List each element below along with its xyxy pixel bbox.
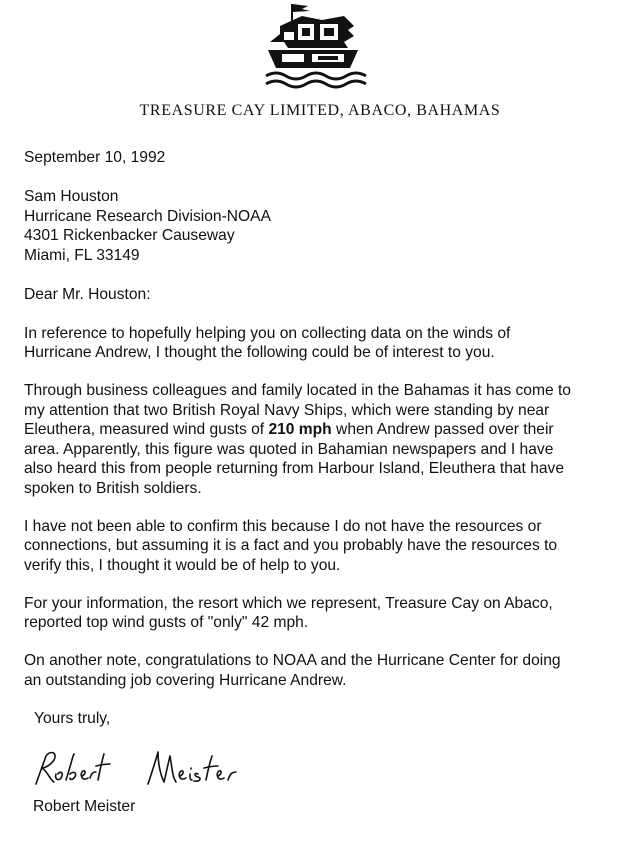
paragraph-line: my attention that two British Royal Navy Ships, which were standing by near	[24, 401, 550, 419]
handwritten-signature	[30, 744, 240, 794]
sailing-ship-logo	[258, 2, 370, 94]
paragraph-line: I have not been able to confirm this because I do not have the resources or	[24, 517, 542, 535]
paragraph-line: verify this, I thought it would be of help to you.	[24, 556, 341, 574]
paragraph-line: reported top wind gusts of "only" 42 mph.	[24, 614, 309, 631]
salutation: Dear Mr. Houston:	[24, 285, 151, 303]
paragraph-2	[24, 381, 624, 498]
wind-speed-emphasis: 210 mph	[268, 421, 332, 438]
text-run: Eleuthera, measured wind gusts of	[24, 421, 269, 438]
paragraph-line: area. Apparently, this figure was quoted in Bahamian newspapers and I have	[24, 440, 554, 458]
text-run: when Andrew passed over their	[331, 421, 554, 438]
recipient-street: 4301 Rickenbacker Causeway	[24, 227, 235, 244]
letter-body	[24, 148, 624, 728]
paragraph-line: Hurricane Andrew, I thought the following could be of interest to you.	[24, 344, 495, 361]
paragraph-line: an outstanding job covering Hurricane Andrew.	[24, 671, 347, 689]
paragraph-4	[24, 594, 624, 633]
letter-date: September 10, 1992	[24, 149, 166, 166]
paragraph-line: On another note, congratulations to NOAA and the Hurricane Center for doing	[24, 652, 561, 669]
recipient-city: Miami, FL 33149	[24, 246, 140, 264]
paragraph-line: connections, but assuming it is a fact and you probably have the resources to	[24, 537, 558, 554]
signer-name: Robert Meister	[33, 798, 136, 815]
paragraph-line: also heard this from people returning from Harbour Island, Eleuthera that have	[24, 460, 565, 477]
paragraph-5	[24, 651, 624, 690]
closing: Yours truly,	[34, 709, 111, 727]
recipient-name: Sam Houston	[24, 188, 119, 205]
company-name: TREASURE CAY LIMITED, ABACO, BAHAMAS	[139, 102, 501, 119]
recipient-org: Hurricane Research Division-NOAA	[24, 207, 271, 225]
paragraph-3	[24, 517, 624, 576]
paragraph-line	[24, 420, 624, 440]
paragraph-line: spoken to British soldiers.	[24, 479, 202, 497]
paragraph-1	[24, 324, 624, 363]
company-header	[0, 102, 640, 120]
paragraph-line: In reference to hopefully helping you on collecting data on the winds of	[24, 324, 511, 342]
recipient-address	[24, 187, 624, 265]
paragraph-line: Through business colleagues and family located in the Bahamas it has come to	[24, 382, 571, 399]
paragraph-line: For your information, the resort which we represent, Treasure Cay on Abaco,	[24, 594, 553, 612]
